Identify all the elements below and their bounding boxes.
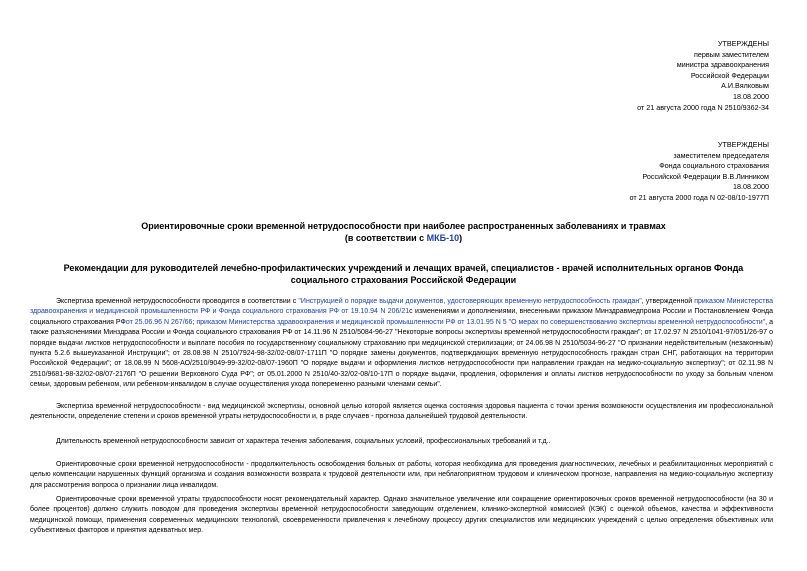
subtitle-suffix: ) [459, 232, 463, 243]
subtitle-prefix: (в соответствии с [344, 232, 427, 243]
approval-line: заместителем председателя [673, 150, 769, 160]
paragraph-approximate-terms: Ориентировочные сроки временной нетрудоспособности - продолжительность освобождения больных от работы, которая необходима для проведения диагностических, лечебных и реабилитационных мероприятий с целью компенсации нарушенных функций организма и создания возможности возврата к трудовой деятельности или, при неблагоприятном трудовом и клиническом прогнозе, направления на медико-социальную экспертизу для рассмотрения вопроса о признании лица инвалидом. [30, 461, 773, 489]
recommendations-heading: Рекомендации для руководителей лечебно-профилактических учреждений и лечащих врачей, специалистов - врачей исполнительных органов Фонда социального страхования Российской Федерации [63, 263, 744, 285]
paragraph-text: , а также разъяснениями Минздрава России и Фонда социального страхования РФ от 14.11.96 N 2510/5084-96-27 "Некоторые вопросы экспертизы временной нетрудоспособности граждан"; от 17.02.97 N 2510/1041-97/051/26-97 о порядке выдачи листков нетрудоспособности и выплате пособия по государственному социальному страхованию при медицинской стерилизации; от 24.06.98 N 2510/5034-96-27 "О признании недействительным (незаконным) пункта 5.2.6 вышеуказанной Инструкции"; от 28.08.98 N 2510/7924-98-32/02-08/07-1711П "О порядке замены документов, подтверждающих временную нетрудоспособность граждан стран СНГ, работающих на территории Российской Федерации"; от 18.08.99 N 5608-АО/2510/9049-99-32/02-08/07-1960П "О порядке выдачи и оформления листков нетрудоспособности при направлении граждан на медико-социальную экспертизу"; от 02.11.98 N 2510/9681-98-32/02-08/07-2176П "О решении Верховного Суда РФ"; от 05.01.2000 N 2510/40-32/02-08/10-17П о порядке выдачи, продления, оформления и оплаты листков нетрудоспособности по уходу за больным членом семьи, здоровым ребенком, или ребенком-инвалидом в случае осуществления ухода попеременно разными членами семьи". [30, 318, 773, 389]
paragraph-duration: Длительность временной нетрудоспособности зависит от характера течения заболевания, социальных условий, профессиональных требований и т.д.. [56, 438, 551, 445]
approval-line: первым заместителем [693, 49, 769, 59]
order-5-link[interactable]: приказом Министерства здравоохранения и медицинской промышленности РФ от 13.01.95 N 5 "О мерах по совершенствованию экспертизы временной нетрудоспособности" [196, 318, 766, 326]
paragraph-text: с изменениями и дополнениями, внесенными приказом Минздравмедпрома России и Постановлением Фонда социального страхования РФ [30, 308, 773, 326]
approval-line: Российской Федерации [690, 70, 769, 80]
resolution-267-link[interactable]: от 25.06.96 N 267/66 [125, 318, 193, 326]
paragraph-text: Экспертиза временной нетрудоспособности проводится в соответствии с [56, 298, 299, 305]
order-206-link[interactable]: приказом Министерства здравоохранения и медицинской промышленности РФ и Фонда социального страхования РФ от 19.10.94 N 206/21 [30, 298, 774, 316]
paragraph-legal-basis [30, 297, 773, 391]
document-subtitle-line [60, 233, 747, 245]
approval-line: от 21 августа 2000 года N 2510/9362-34 [637, 102, 769, 112]
approval-block-ministry [637, 39, 769, 113]
paragraph-definition: Экспертиза временной нетрудоспособности - вид медицинской экспертизы, основной целью которой является оценка состояния здоровья пациента с точки зрения возможности осуществления им профессиональной деятельности, определение степени и сроков временной утраты нетрудоспособности и, в ряде случаев - прогноза дальнейшей трудовой деятельности. [30, 403, 773, 421]
approval-line: 18.08.2000 [733, 182, 769, 192]
approval-block-fund [630, 140, 769, 204]
paragraph-recommendation: Ориентировочные сроки временной утраты трудоспособности носят рекомендательный характер. Однако значительное увеличение или сокращение ориентировочных сроков временной нетрудоспособности (на 30 и более процентов) должно служить поводом для проведения экспертизы временной нетрудоспособности заведующим отделением, клинико-экспертной комиссией (КЭК) с оценкой объемов, качества и эффективности медицинской помощи, применения современных медицинских технологий, своевременности привлечения к лечебному процессу других специалистов или медицинских учреждений с целью определения объективных или субъективных факторов и принятия адекватных мер. [30, 496, 773, 535]
approval-line: 18.08.2000 [733, 91, 769, 101]
approval-line: Российской Федерации В.В.Линником [642, 171, 769, 181]
approval-line: от 21 августа 2000 года N 02-08/10-1977П [629, 192, 769, 202]
approval-line: А.И.Вялковым [721, 81, 769, 91]
instruction-link[interactable]: "Инструкцией о порядке выдачи документов, удостоверяющих временную нетрудоспособность граждан" [298, 298, 642, 305]
approval-line: УТВЕРЖДЕНЫ [717, 140, 769, 149]
paragraph-text: , утвержденной [641, 298, 695, 305]
document-title-line: Ориентировочные сроки временной нетрудоспособности при наиболее распространенных заболеваниях и травмах [141, 221, 666, 231]
document-title [60, 221, 747, 244]
mkb10-link[interactable]: МКБ-10 [426, 232, 460, 243]
approval-line: УТВЕРЖДЕНЫ [717, 39, 769, 48]
approval-line: Фонда социального страхования [659, 161, 769, 171]
approval-line: министра здравоохранения [676, 60, 769, 70]
paragraph-text: ; [192, 318, 197, 326]
